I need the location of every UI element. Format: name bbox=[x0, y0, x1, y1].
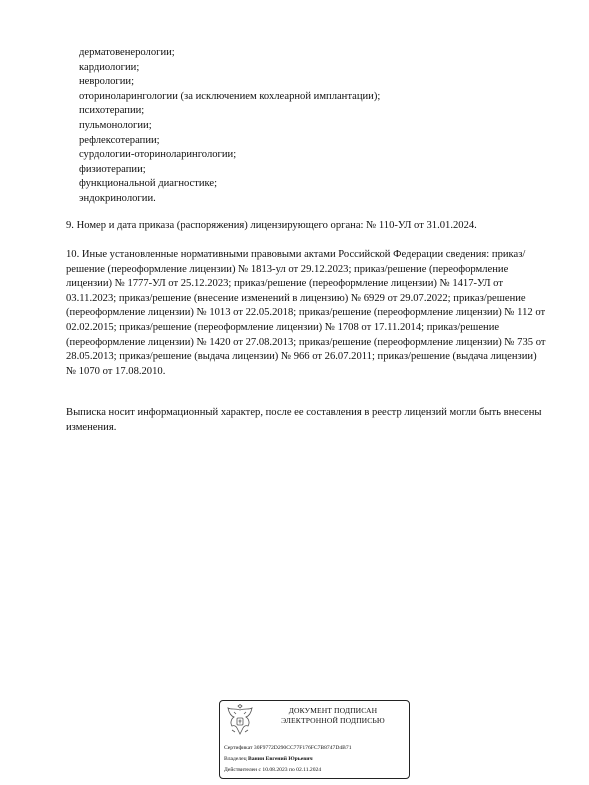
stamp-title-line: ЭЛЕКТРОННОЙ ПОДПИСЬЮ bbox=[281, 716, 385, 725]
other-info-paragraph: 10. Иные установленные нормативными правовыми актами Российской Федерации сведения: приказ/решение (переоформление лицензии) № 1813-ул от 29.12.2023; приказ/решение (переоформление лицензии) № 1777-УЛ от 25.12.2023; приказ/решение (переоформление лицензии) № 1417-УЛ от 03.11.2023; приказ/решение (внесение изменений в лицензию) № 6929 от 29.07.2022; приказ/решение (переоформление лицензии) № 1013 от 22.05.2018; приказ/решение (переоформление лицензии) № 112 от 02.02.2015; приказ/решение (переоформление лицензии) № 1708 от 17.11.2014; приказ/решение (переоформление лицензии) № 1420 от 27.08.2013; приказ/решение (переоформление лицензии) № 735 от 28.05.2013; приказ/решение (выдача лицензии) № 966 от 26.07.2011; приказ/решение (выдача лицензии) № 1070 от 17.08.2010. bbox=[66, 249, 546, 377]
list-item: физиотерапии; bbox=[79, 163, 146, 175]
list-item: функциональной диагностике; bbox=[79, 178, 218, 190]
certificate-label: Сертификат bbox=[224, 745, 253, 751]
list-item: психотерапии; bbox=[79, 105, 145, 117]
disclaimer-note: Выписка носит информационный характер, после ее составления в реестр лицензий могли быть внесены изменения. bbox=[66, 407, 542, 433]
list-item: кардиологии; bbox=[79, 61, 140, 73]
list-item: эндокринологии. bbox=[79, 192, 156, 204]
owner-value: Ванин Евгений Юрьевич bbox=[248, 756, 313, 762]
russian-coat-of-arms-icon bbox=[225, 704, 255, 738]
list-item: оториноларингологии (за исключением кохлеарной имплантации); bbox=[79, 90, 381, 102]
stamp-title bbox=[260, 706, 406, 726]
owner-line bbox=[224, 755, 313, 763]
order-number-paragraph: 9. Номер и дата приказа (распоряжения) лицензирующего органа: № 110-УЛ от 31.01.2024. bbox=[66, 220, 477, 231]
certificate-value: 30F9772D290CC77F176FC7B8747D4B71 bbox=[253, 745, 352, 751]
list-item: пульмонологии; bbox=[79, 119, 152, 131]
owner-label: Владелец bbox=[224, 756, 247, 762]
list-item: дерматовенерологии; bbox=[79, 47, 175, 58]
certificate-line bbox=[224, 744, 352, 752]
list-item: неврологии; bbox=[79, 76, 135, 88]
list-item: рефлексотерапии; bbox=[79, 134, 160, 146]
list-item: сурдологии-оториноларингологии; bbox=[79, 149, 237, 161]
specialties-list bbox=[79, 46, 380, 207]
signature-stamp bbox=[219, 700, 410, 779]
stamp-title-line: ДОКУМЕНТ ПОДПИСАН bbox=[288, 706, 378, 715]
validity-line: Действителен с 10.08.2023 по 02.11.2024 bbox=[224, 767, 322, 773]
